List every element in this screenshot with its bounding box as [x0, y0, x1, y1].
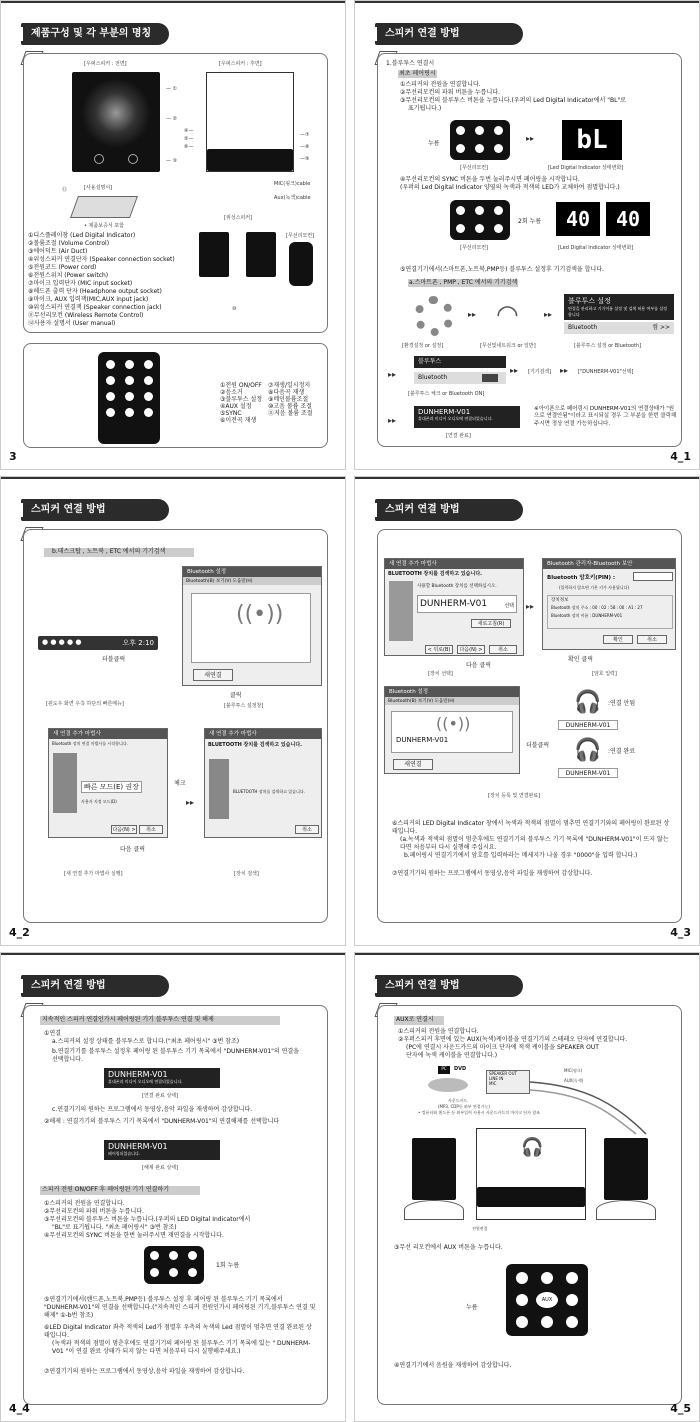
lcd-display-a: 40 [556, 202, 600, 236]
rear-panel [207, 149, 293, 171]
click-label: 클릭 [230, 692, 242, 699]
green-cable-label: AUX(녹색) [564, 1078, 584, 1083]
next-click-label: 다음 클릭 [466, 662, 492, 669]
pin-input[interactable] [633, 572, 673, 581]
lcd-caption: [Led Digital Indicator 상태변화] [558, 245, 634, 251]
rear-label: [우퍼스피커 : 후면] [219, 61, 262, 67]
device-sub: 휴대폰과 미디어 오디오에 연결되었습니다. [108, 1079, 183, 1084]
page-top-bar [355, 953, 699, 955]
connected-label: :연결 완료 [608, 748, 636, 755]
sub-b: b.데스크탑 , 노트북 , ETC 에서의 기기검색 [52, 548, 166, 555]
speaker-out-port: SPEAKER OUT [489, 1071, 517, 1076]
wifi-caption: [무선및네트워크 or 일반] [480, 343, 536, 349]
wizard2-title: 새 연결 추가 마법사 [205, 729, 321, 739]
part-item: ⑧헤드폰 출력 단자 (Headphone output socket) [28, 288, 162, 295]
headphone-icon: 🎧 [574, 690, 602, 715]
step: a.스피커의 설정 상태를 블루투스로 합니다.("최초 페어링시" ③번 참조) [52, 1038, 240, 1045]
window-title: Bluetooth 설정 [385, 687, 519, 697]
part-item: ⑪무선리모컨 (Wireless Remote Control) [28, 312, 144, 319]
device-status-1: DUNHERM-V01 [558, 720, 618, 730]
content-panel [23, 1005, 328, 1405]
window-title: 새 연결 추가 마법사 [385, 559, 523, 569]
remote-sync [144, 1246, 204, 1284]
pin-label: Bluetooth 암호키(PIN) : [547, 575, 616, 581]
device-note: 사운드카드 [448, 1098, 468, 1103]
callout-12: ⑫ [62, 187, 68, 193]
page-title: 스피커 연결 방법 [375, 23, 523, 45]
device-name: Bluetooth 장치 이름 : DUNHERM-V01 [551, 613, 623, 618]
wizard-caption: [새 연결 추가 마법사 실행] [64, 871, 123, 877]
remote-large [98, 352, 160, 444]
content-panel [377, 529, 682, 923]
pc-icon: PC [438, 1066, 450, 1074]
page-top-bar [1, 953, 345, 955]
step: ③무선 리모컨에서 AUX 버튼을 누릅니다. [394, 1244, 503, 1251]
power-label: 전원연결 [472, 1226, 488, 1231]
part-item: ⑨마이크, AUX 입력잭(MIC,AUX input jack) [28, 296, 149, 303]
page-title: 스피커 연결 방법 [375, 499, 523, 521]
next-button[interactable]: 다음(N) > [112, 827, 136, 833]
pin-caption: [암호 입력] [592, 671, 617, 677]
remote-caption: [무선리모컨] [460, 245, 489, 251]
bt-signal-icon: ((•)) [236, 602, 284, 627]
page-top-bar [1, 477, 345, 479]
dbl-click-label: 더블클릭 [526, 742, 550, 749]
register-caption: [장치 등록 및 연결완료] [488, 793, 541, 799]
window-menu: Bluetooth(B) 보기(V) 도움말(H) [385, 697, 519, 705]
callout-6: ⑥— [184, 144, 194, 150]
disc-icon [428, 1078, 468, 1092]
woofer-cone [81, 78, 151, 148]
step: ②무선리모컨의 파워 버튼을 누릅니다. [400, 89, 500, 96]
section-bar: 지속적인 스피커 연결인가시 페어링된 기기 블루투스 연결 및 해제 [42, 1016, 214, 1023]
callout-8: —⑧ [300, 144, 310, 150]
new-connection-button[interactable]: 새연결 [393, 759, 433, 770]
soundcard-panel [486, 1070, 530, 1094]
bt-check-row[interactable] [414, 372, 506, 384]
ok-button[interactable]: 확인 [603, 635, 633, 644]
select-text: 사용할 Bluetooth 장치를 선택하십시오. [417, 584, 497, 589]
connected-caption: [연결 완료 상태] [142, 1093, 179, 1099]
remote-key: ⑨메인볼륨조절 [268, 396, 309, 403]
satellite-right [604, 1138, 648, 1200]
page-title: 스피커 연결 방법 [375, 975, 523, 997]
step: (PC에 연결시 사운드카드의 마이크 단자에 적색 케이블을 SPEAKER OUT [406, 1044, 599, 1051]
lcd-display-b: 40 [606, 202, 650, 236]
step-note: (a.녹색과 적색의 점멸이 멈춘후에도 연결기기의 블루투스 기기 목록에 "DUNHERM-V01"이 뜨지 않는다면 처음부터 다시 실행해 주십시요. [400, 836, 669, 852]
step: ⑦연결기기의 원하는 프로그램에서 동영상,음악 파일을 재생하여 감상합니다. [392, 870, 593, 877]
page-2 [354, 0, 700, 470]
step: ③무선리모컨의 블루투스 버튼을 누릅니다.(우퍼의 Led Digital Indicator에서 "BL"로 [400, 97, 626, 104]
part-item: ⑥전원스위치 (Power switch) [28, 272, 109, 279]
iphone-note: ※아이폰으로 페어링시 DUNHERM-V01의 연결상태가 "원으로 연결안됨"이라고 표시되실 경우 그 부분을 한번 클릭해주시면 정상 연결 가능하십니다. [534, 406, 677, 427]
satellite-left [412, 1138, 456, 1200]
step: ④무선리모컨의 SYNC 버튼을 한번 눌러주시면 재연결을 시작합니다. [44, 1232, 224, 1239]
bt-settings-window [182, 566, 322, 686]
remote-key: ①전원 ON/OFF [220, 382, 262, 389]
arrow-icon: ▸▸ [544, 310, 553, 319]
remote-key: ②음소거 [220, 389, 243, 396]
ok-click-label: 확인 클릭 [568, 656, 594, 663]
paired-caption: [해제 완료 상태] [142, 1165, 179, 1171]
cancel-button[interactable]: 취소 [637, 635, 667, 644]
step: (우퍼의 Led Digital Indicator 양옆의 녹색과 적색의 LED가 교체하여 점멸합니다.) [400, 184, 620, 191]
window-title: Bluetooth 설정 [183, 567, 321, 577]
search-caption: [기기검색] [528, 369, 552, 375]
bt-settings-window [384, 686, 520, 774]
page-number: 4_2 [9, 926, 30, 939]
wizard-sidebar [53, 753, 77, 813]
part-item: ④위성스피커 연결단자 (Speaker connection socket) [28, 256, 175, 263]
device-area [391, 711, 513, 753]
press-label: 누름 [428, 140, 440, 147]
tray-icons: ● ● ● ● ● [42, 638, 82, 646]
content-panel [377, 53, 682, 447]
callout-2: — ② [166, 116, 178, 122]
cancel-button[interactable]: 취소 [139, 825, 163, 834]
rear-panel [477, 1187, 585, 1207]
fast-mode-radio[interactable]: 빠른 모드(E) 권장 [81, 781, 142, 793]
device-area [191, 593, 311, 663]
press-label: 누름 [466, 1304, 478, 1311]
lcd-display: bL [562, 120, 622, 160]
window-title: Bluetooth 관리자-Bluetooth 보안 [543, 559, 675, 569]
page-number: 4_3 [670, 926, 691, 939]
step: ⑤연결기기에서(스마트폰,노트북,PMP등) 블루투스 설정후 기기검색을 합니다. [400, 266, 604, 273]
step: ⑥스피커의 LED Digital Indicator 창에서 녹색과 적색의 점멸이 멈추면 연결기기와의 페어링이 완료된 상태입니다. [392, 820, 670, 836]
arrow-icon: ▸▸ [388, 416, 397, 425]
device-sub: 페어링되었습니다. [108, 1151, 141, 1156]
bt-bar: 블루투스 [414, 356, 506, 368]
page-5 [0, 952, 346, 1422]
bt-caption: [블루투스 설정창] [224, 703, 264, 709]
gear-icon [414, 296, 454, 336]
remote-key: ⑩고음 볼륨 조절 [268, 403, 312, 410]
page-title: 스피커 연결 방법 [21, 499, 169, 521]
step-note: b.페어링시 연결기기에서 암호를 입력하라는 메세지가 나올 경우 "0000"을 입력 합니다.) [404, 852, 638, 859]
bt-check-label: Bluetooth [418, 374, 448, 381]
section-title: 1.블루투스 연결시 [386, 60, 435, 67]
select-label: 선택 [504, 603, 514, 609]
step: ②해제 : 연결기기의 블루투스 기기 목록에서 "DUNHERM-V01"의 연결해제를 선택합니다 [44, 1118, 280, 1125]
part-item: ③에어덕트 (Air Duct) [28, 248, 88, 255]
page-number: 3 [9, 450, 17, 463]
headphone-icon: 🎧 [521, 1137, 544, 1158]
step: ②우퍼스피커 후면에 있는 AUX(녹색)케이블을 연결기기의 스테레오 단자에 연결합니다. [398, 1036, 628, 1043]
remote-aux [506, 1264, 588, 1336]
section-bar: AUX로 연결시 [396, 1016, 434, 1023]
arrow-icon: ▸▸ [388, 370, 397, 379]
air-duct-icon [128, 154, 138, 164]
page-top-bar [355, 477, 699, 479]
part-item: ⑫사용자 설명서 (User manual) [28, 320, 116, 327]
device-name: DUNHERM-V01 [108, 1142, 168, 1151]
bt-title: 블루투스 설정 [568, 297, 611, 305]
page-3 [0, 476, 346, 946]
step: ①스피커의 전원을 연결합니다. [400, 81, 481, 88]
dbl-click-label: 더블클릭 [102, 656, 126, 663]
step: c.연결기기의 원하는 프로그램에서 동영상,음악 파일을 재생하여 감상합니다. [52, 1106, 253, 1113]
device-paired-box [104, 1140, 220, 1160]
mic-port: MIC [489, 1081, 497, 1086]
arrow-icon: ▸▸ [510, 366, 519, 375]
device-status-2: DUNHERM-V01 [558, 768, 618, 778]
select-caption: ["DUNHERM-V01"선택] [578, 369, 634, 375]
check-label: 체크 [174, 780, 186, 787]
callout-7: —⑦ [300, 132, 310, 138]
remote-key: ⑤SYNC [220, 410, 242, 417]
cancel-button[interactable]: 취소 [295, 825, 319, 834]
content-panel [23, 529, 328, 923]
done-caption: [연결 완료] [446, 433, 471, 439]
arrow-icon: ▸▸ [186, 798, 195, 807]
satellite-right-base [596, 1200, 656, 1220]
remote-key: ③블루투스 설정 [220, 396, 263, 403]
press-once-label: 1회 누름 [216, 1262, 240, 1269]
remote-key: ⑥이전곡 재생 [220, 417, 257, 424]
step: ⑥LED Digital Indicator 좌측 적색의 Led가 점멸후 우측의 녹색의 Led 점멸이 멈추면 연결 완료된 상태입니다. [44, 1324, 312, 1340]
step: 표기됩니다.) [408, 105, 442, 112]
settings-caption: [환경설정 or 설정] [402, 343, 444, 349]
device-connected-box [104, 1068, 220, 1088]
device-note-2: (MP3, CDP등 외부 연결가능) [438, 1104, 490, 1109]
next-button[interactable]: 다음(N) > [457, 645, 485, 654]
page-6 [354, 952, 700, 1422]
step: ①스피커의 전원을 연결합니다. [44, 1200, 125, 1207]
part-item: ②볼륨조절 (Volume Control) [28, 240, 110, 247]
manual-note: • 제품보증서 포함 [84, 223, 124, 229]
arrow-icon: ▸▸ [560, 366, 569, 375]
window-head: BLUETOOTH 장치를 검색하고 있습니다. [388, 571, 483, 577]
satellite-label: [위성스피커] [224, 215, 253, 221]
step: ④무선리모컨의 SYNC 버튼을 두번 눌러주시면 페어링을 시작합니다. [400, 176, 580, 183]
remote-key: ⑪저음 볼륨 조절 [268, 410, 313, 417]
step: ①연결 [44, 1030, 61, 1037]
tray-caption: [윈도우 화면 우측 하단의 빠른메뉴] [46, 701, 124, 707]
manual-image [70, 196, 138, 218]
press2-label: 2회 누름 [518, 218, 542, 225]
part-item: ⑤전원코드 (Power cord) [28, 264, 97, 271]
taskbar-tray [38, 636, 158, 650]
page-4 [354, 476, 700, 946]
search-caption: [장치 검색] [234, 871, 259, 877]
callout-9: —⑨ [300, 156, 310, 162]
aux-cable-label: Aux(녹색)cable [274, 195, 311, 201]
arrow-icon: ▸▸ [526, 134, 535, 143]
section-bar: 스피커 전원 ON/OFF 후 페어링된 기기 연결하기 [42, 1186, 170, 1193]
wifi-icon: ◠ [496, 300, 519, 330]
page-top-bar [1, 1, 345, 3]
mic-cable-label: MIC(핑크)cable [274, 181, 311, 187]
device-name: DUNHERM-V01 [418, 408, 471, 416]
new-connection-button[interactable]: 새연결 [193, 669, 233, 681]
woofer-rear [476, 1128, 586, 1220]
arrow-icon: ▸▸ [468, 310, 477, 319]
headphone-icon: 🎧 [574, 738, 602, 763]
bt-sub: 연결을 관리하고 기기이름 설정 및 검색 허용 여부를 설정합니다 [568, 306, 668, 317]
part-item: ①디스플레이창 (Led Digital Indicator) [28, 232, 136, 239]
select-caption: [장치 선택] [428, 671, 453, 677]
part-item: ⑦마이크 입력단자 (MIC input socket) [28, 280, 133, 287]
arrow-icon: ▸▸ [526, 602, 535, 611]
satellite-right [246, 232, 276, 277]
line-in-port: LINE IN [489, 1076, 504, 1081]
cancel-button[interactable]: 취소 [489, 645, 517, 654]
callout-10: ⑩ [232, 306, 237, 312]
bt-label: Bluetooth [568, 324, 598, 331]
step-note: (녹색과 적색의 점멸이 멈춘후에도 연결기기의 페어링 된 블루투스 기기 목록에 있는 " DUNHERM-V01 "이 연결 완료 상태가 되지 않는 다면 처음부터 다시 실행해주세요.) [52, 1340, 311, 1356]
tray-time: 오후 2:10 [122, 639, 154, 647]
bt-on: 켬 >> [652, 324, 670, 331]
pin-hint: (입력하지 않으면 기본 키가 사용됩니다) [559, 585, 630, 590]
front-label: [우퍼스피커 : 전면] [84, 61, 127, 67]
part-item: ⑩위성스피커 연결잭 (Speaker connection jack) [28, 304, 162, 311]
check-caption: [블루투스 체크 or Bluetooth ON] [408, 391, 485, 397]
volume-knob-icon [94, 154, 104, 164]
page-number: 4_1 [670, 450, 691, 463]
first-pairing: 최초 페어링시 [399, 70, 436, 77]
sub-a: a.스마트폰 , PMP , ETC 에서의 기기검색 [409, 279, 518, 286]
step: ④연결기기에서 음원을 재생하여 감상합니다. [394, 1362, 512, 1369]
not-connected-label: :연결 안됨 [608, 700, 636, 707]
refresh-button[interactable]: 새로고침(R) [471, 619, 511, 628]
remote-key: ④AUX 설정 [220, 403, 252, 410]
woofer-rear [206, 72, 294, 172]
remote-caption: [무선리모컨] [460, 165, 489, 171]
device-select-window [384, 558, 524, 656]
device-entry[interactable]: DUNHERM-V01 [396, 736, 449, 744]
remote-panel [23, 343, 328, 448]
manual-label: [사용설명서] [84, 185, 113, 191]
step: ③무선리모컨의 블루투스 버튼을 누릅니다.(우퍼의 LED Digital Indicator에서 [44, 1216, 251, 1223]
remote-sync [450, 200, 510, 240]
device-list [417, 595, 517, 613]
device-sub: 휴대폰과 미디어 오디오에 연결되었습니다. [418, 416, 493, 421]
dvd-icon: DVD [454, 1066, 467, 1072]
step: "BL"로 표기됩니다. "최초 페어링시" ③번 참조) [52, 1224, 177, 1231]
remote-label: [무선리모컨] [286, 233, 315, 239]
callout-4: ④— [184, 128, 194, 134]
remote-key: ⑦재생/일시정지 [268, 382, 311, 389]
device-address: Bluetooth 장치 주소 : 00 : 02 : 58 : 00 : A1 : 27 [551, 605, 643, 610]
page-title: 스피커 연결 방법 [21, 975, 169, 997]
device-note-3: • 컴퓨터와 핸드폰 등 외부입력 사용시 사운드카드의 마이크 단자 참조 [418, 1110, 540, 1115]
wizard-sidebar [389, 581, 413, 641]
lcd-caption: [Led Digital Indicator 상태변화] [548, 165, 624, 171]
device-item[interactable]: DUNHERM-V01 [420, 599, 488, 609]
cable-lines [528, 1076, 648, 1136]
step: ⑤연결기기에서(핸드폰,노트북,PMP등) 블루투스 설정 후 페어링 된 블루투스 기기 목록에서 "DUNHERM-V01"의 연결을 선택합니다.("지속적인 스피커 전원인가시 페어링된 기기,블루투스 연결 및 해제" ①-b번 참조) [44, 1296, 316, 1320]
remote-key: ⑧다음곡 재생 [268, 389, 305, 396]
bt-signal-icon: ((•)) [436, 714, 471, 733]
pink-cable-label: MIC(핑크) [564, 1068, 583, 1073]
info-title: 장치정보 [551, 598, 569, 603]
step: 단자에 녹색 케이블을 연결합니다.) [406, 1052, 498, 1059]
back-button[interactable]: < 뒤로(B) [425, 645, 453, 654]
bt-switch[interactable] [482, 374, 498, 382]
searching-head: BLUETOOTH 장치를 검색하고 있습니다. [208, 742, 303, 748]
wizard-title: 새 연결 추가 마법사 [49, 729, 167, 739]
next-click-label: 다음 클릭 [120, 846, 146, 853]
searching-text: BLUETOOTH 장치를 검색하고 있습니다. [233, 789, 306, 794]
step: ⑦연결기기의 원하는 프로그램에서 동영상,음악 파일을 재생하여 감상합니다. [44, 1368, 245, 1375]
device-info [547, 595, 673, 629]
callout-5: ⑤— [184, 136, 194, 142]
satellite-left [199, 232, 229, 277]
wizard-desc: Bluetooth 장치 연결 마법사를 시작합니다. [52, 741, 129, 746]
parts-panel [23, 53, 328, 333]
woofer-front [72, 72, 160, 172]
remote-small [289, 242, 313, 286]
device-name: DUNHERM-V01 [108, 1070, 168, 1079]
custom-mode-radio[interactable]: 사용자 지정 모드(D) [81, 799, 117, 804]
pin-window [542, 558, 676, 650]
bt-toggle-row[interactable] [564, 322, 674, 334]
step: ②무선리모컨의 파워 버튼을 누릅니다. [44, 1208, 144, 1215]
device-box[interactable] [414, 406, 520, 428]
page-1 [0, 0, 346, 470]
callout-1: — ① [166, 86, 178, 92]
bt-settings-box [564, 294, 674, 320]
wizard-sidebar [209, 759, 229, 819]
remote-bt [450, 120, 510, 160]
bt-caption: [블루투스 설정 or Bluetooth] [574, 343, 642, 349]
callout-3: — ③ [166, 158, 178, 164]
page-number: 4_4 [9, 1402, 30, 1415]
satellite-left-base [404, 1200, 464, 1220]
search-window [204, 728, 322, 838]
wizard-window [48, 728, 168, 838]
step: b.연결기기를 블루투스 설정후 페어링 된 블루투스 기기 목록에서 "DUNHERM-V01"의 연결을 선택합니다. [52, 1048, 299, 1064]
content-panel [377, 1005, 682, 1405]
page-number: 4_5 [670, 1402, 691, 1415]
page-top-bar [355, 1, 699, 3]
page-title: 제품구성 및 각 부분의 명칭 [21, 23, 169, 45]
step: ①스피커의 전원을 연결합니다. [398, 1028, 479, 1035]
aux-button[interactable]: AUX [536, 1292, 558, 1308]
window-menu: Bluetooth(B) 보기(V) 도움말(H) [183, 577, 321, 585]
